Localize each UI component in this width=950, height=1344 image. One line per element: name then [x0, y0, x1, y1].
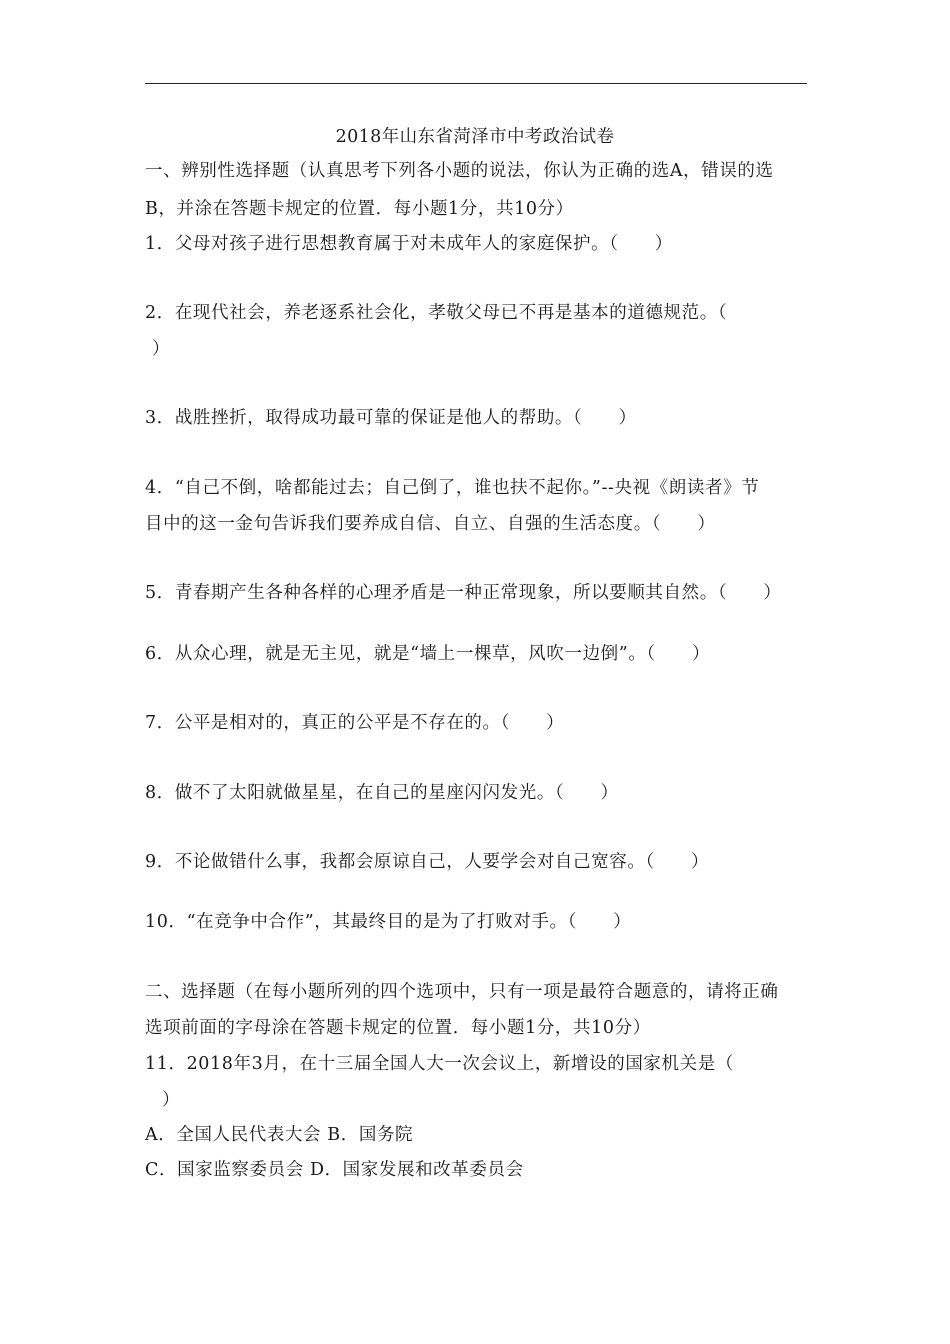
- question-6: 6．从众心理，就是无主见，就是“墙上一棵草，风吹一边倒”。（ ）: [145, 644, 711, 664]
- question-11-options-ab: A．全国人民代表大会 B．国务院: [145, 1125, 414, 1145]
- question-1: 1．父母对孩子进行思想教育属于对未成年人的家庭保护。（ ）: [145, 234, 673, 254]
- question-10: 10．“在竞争中合作”，其最终目的是为了打败对手。（ ）: [145, 912, 632, 932]
- question-3: 3．战胜挫折，取得成功最可靠的保证是他人的帮助。（ ）: [145, 408, 637, 428]
- question-2-cont: ）: [152, 339, 171, 359]
- section2-heading-cont: 选项前面的字母涂在答题卡规定的位置．每小题1分，共10分）: [145, 1018, 651, 1038]
- question-11-options-cd: C．国家监察委员会 D．国家发展和改革委员会: [145, 1160, 524, 1180]
- question-4-cont: 目中的这一金句告诉我们要养成自信、自立、自强的生活态度。（ ）: [145, 514, 716, 534]
- section2-heading: 二、选择题（在每小题所列的四个选项中，只有一项是最符合题意的，请将正确: [145, 982, 779, 1002]
- header-rule: [145, 83, 807, 84]
- section1-heading-cont: B，并涂在答题卡规定的位置．每小题1分，共10分）: [145, 199, 574, 219]
- question-8: 8．做不了太阳就做星星，在自己的星座闪闪发光。（ ）: [145, 783, 619, 803]
- section1-heading: 一、辨别性选择题（认真思考下列各小题的说法，你认为正确的选A，错误的选: [145, 161, 774, 181]
- question-9: 9．不论做错什么事，我都会原谅自己，人要学会对自己宽容。（ ）: [145, 852, 710, 872]
- question-11: 11．2018年3月，在十三届全国人大一次会议上，新增设的国家机关是（: [145, 1054, 734, 1074]
- question-4: 4．“自己不倒，啥都能过去；自己倒了，谁也扶不起你。”--央视《朗读者》节: [145, 478, 760, 498]
- question-11-cont: ）: [162, 1090, 181, 1110]
- question-2: 2．在现代社会，养老逐系社会化，孝敬父母已不再是基本的道德规范。（: [145, 303, 728, 323]
- question-5: 5．青春期产生各种各样的心理矛盾是一种正常现象，所以要顺其自然。（ ）: [145, 583, 782, 603]
- question-7: 7．公平是相对的，真正的公平是不存在的。（ ）: [145, 713, 565, 733]
- page-title: 2018年山东省菏泽市中考政治试卷: [335, 127, 615, 147]
